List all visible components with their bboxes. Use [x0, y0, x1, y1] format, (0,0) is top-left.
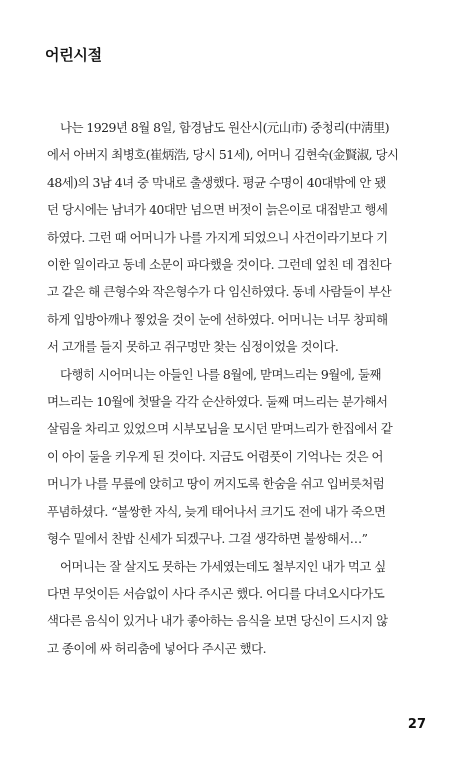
text-line: 고 종이에 싸 허리춤에 넣어다 주시곤 했다.: [47, 640, 267, 656]
text-line: 하게 입방아깨나 찧었을 것이 눈에 선하였다. 어머니는 너무 창피해: [47, 311, 388, 327]
text-line: 하였다. 그런 때 어머니가 나를 가지게 되었으니 사건이라기보다 기: [47, 229, 388, 245]
text-line: 다면 무엇이든 서슴없이 사다 주시곤 했다. 어디를 다녀오시다가도: [47, 585, 385, 601]
chapter-title: 어린시절: [45, 46, 102, 64]
text-line: 이한 일이라고 동네 소문이 파다했을 것이다. 그런데 엎친 데 겹친다: [47, 257, 392, 273]
text-line: 던 당시에는 남녀가 40대만 넘으면 버젓이 늙은이로 대접받고 행세: [47, 202, 388, 218]
text-line: 형수 밑에서 찬밥 신세가 되겠구나. 그걸 생각하면 불쌍해서…”: [47, 531, 368, 547]
body-text: [47, 114, 429, 662]
text-line: 살림을 차리고 있었으며 시부모님을 모시던 맏며느리가 한집에서 같: [47, 421, 393, 437]
text-line: 색다른 음식이 있거나 내가 좋아하는 음식을 보면 당신이 드시지 않: [47, 613, 388, 629]
text-line: 머니가 나를 무릎에 앉히고 땅이 꺼지도록 한숨을 쉬고 입버릇처럼: [47, 476, 385, 492]
text-line: 서 고개를 들지 못하고 쥐구멍만 찾는 심정이었을 것이다.: [47, 339, 339, 355]
text-line: 며느리는 10월에 첫딸을 각각 순산하였다. 둘째 며느리는 분가해서: [47, 394, 388, 410]
text-line: 어머니는 잘 살지도 못하는 가세였는데도 철부지인 내가 먹고 싶: [60, 558, 386, 574]
text-line: 에서 아버지 최병호(崔炳浩, 당시 51세), 어머니 김현숙(金賢淑, 당시: [47, 147, 399, 163]
text-line: 나는 1929년 8월 8일, 함경남도 원산시(元山市) 중청리(中淸里): [60, 120, 390, 135]
text-line: 다행히 시어머니는 아들인 나를 8월에, 맏며느리는 9월에, 둘째: [60, 366, 381, 382]
text-line: 푸념하셨다. “불쌍한 자식, 늦게 태어나서 크기도 전에 내가 죽으면: [47, 503, 386, 519]
page-number: 27: [407, 717, 426, 732]
text-line: 고 같은 해 큰형수와 작은형수가 다 임신하였다. 동네 사람들이 부산: [47, 284, 392, 300]
text-line: 이 아이 둘을 키우게 된 것이다. 지금도 어렴풋이 기억나는 것은 어: [47, 448, 384, 464]
text-line: 48세)의 3남 4녀 중 막내로 출생했다. 평균 수명이 40대밖에 안 됐: [47, 174, 386, 190]
